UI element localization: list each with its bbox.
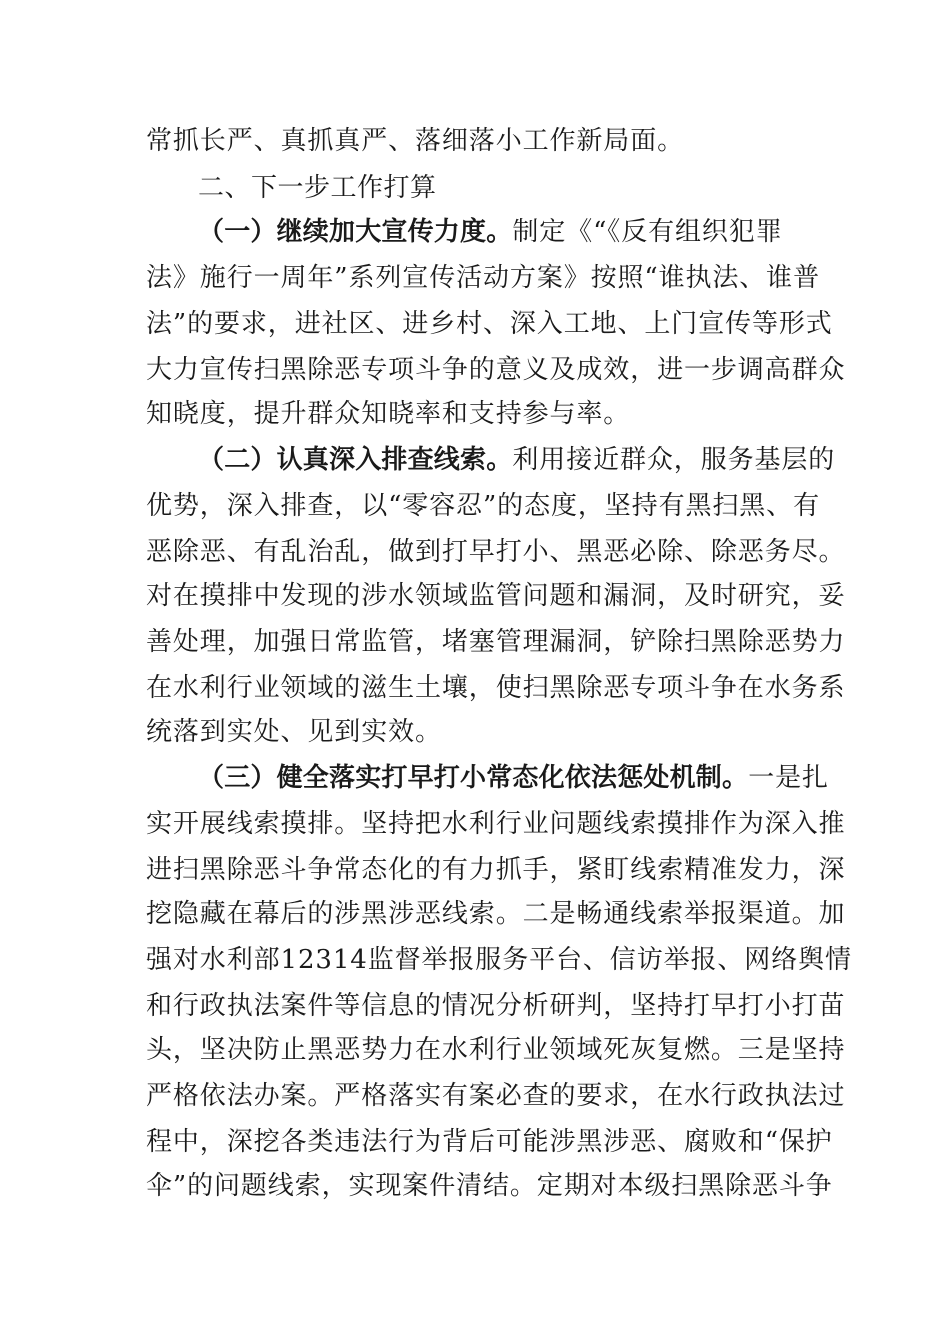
paragraph-line: 法”的要求，进社区、进乡村、深入工地、上门宣传等形式: [146, 309, 833, 339]
paragraph-line: 实开展线索摸排。坚持把水利行业问题线索摸排作为深入推: [146, 809, 846, 839]
paragraph-line: 程中，深挖各类违法行为背后可能涉黑涉恶、腐败和“保护: [146, 1127, 833, 1157]
paragraph-line: 大力宣传扫黑除恶专项斗争的意义及成效，进一步调高群众: [146, 355, 846, 385]
subsection-title: （二）认真深入排查线索。: [198, 445, 513, 475]
paragraph-line: [198, 212, 783, 252]
paragraph-line: [198, 758, 829, 798]
paragraph-line: 善处理，加强日常监管，堵塞管理漏洞，铲除扫黑除恶势力: [146, 627, 846, 657]
paragraph-line: 头，坚决防止黑恶势力在水利行业领域死灰复燃。三是坚持: [146, 1035, 846, 1065]
subsection-title: （一）继续加大宣传力度。: [198, 217, 513, 247]
paragraph-line: [198, 440, 835, 480]
paragraph-line: 优势，深入排查，以“零容忍”的态度，坚持有黑扫黑、有: [146, 491, 820, 521]
paragraph-line: 和行政执法案件等信息的情况分析研判，坚持打早打小打苗: [146, 991, 846, 1021]
paragraph-line: 严格依法办案。严格落实有案必查的要求，在水行政执法过: [146, 1081, 846, 1111]
paragraph-text: 一是扎: [748, 763, 829, 793]
paragraph-line: 强对水利部12314监督举报服务平台、信访举报、网络舆情: [146, 945, 852, 975]
paragraph-text: 制定《“《反有组织犯罪: [512, 217, 783, 247]
paragraph-line: 挖隐藏在幕后的涉黑涉恶线索。二是畅通线索举报渠道。加: [146, 899, 846, 929]
paragraph-line: 伞”的问题线索，实现案件清结。定期对本级扫黑除恶斗争: [146, 1171, 833, 1201]
paragraph-line: 恶除恶、有乱治乱，做到打早打小、黑恶必除、除恶务尽。: [146, 537, 846, 567]
paragraph-line: 在水利行业领域的滋生土壤，使扫黑除恶专项斗争在水务系: [146, 673, 846, 703]
paragraph-line: 常抓长严、真抓真严、落细落小工作新局面。: [146, 126, 685, 156]
paragraph-line: 进扫黑除恶斗争常态化的有力抓手，紧盯线索精准发力，深: [146, 855, 846, 885]
paragraph-line: 对在摸排中发现的涉水领域监管问题和漏洞，及时研究，妥: [146, 581, 846, 611]
section-heading: 二、下一步工作打算: [198, 173, 437, 203]
paragraph-line: 知晓度，提升群众知晓率和支持参与率。: [146, 399, 631, 429]
subsection-title: （三）健全落实打早打小常态化依法惩处机制。: [198, 763, 749, 793]
paragraph-text: 利用接近群众，服务基层的: [512, 445, 836, 475]
paragraph-line: 统落到实处、见到实效。: [146, 717, 442, 747]
paragraph-line: 法》施行一周年”系列宣传活动方案》按照“谁执法、谁普: [146, 263, 820, 293]
